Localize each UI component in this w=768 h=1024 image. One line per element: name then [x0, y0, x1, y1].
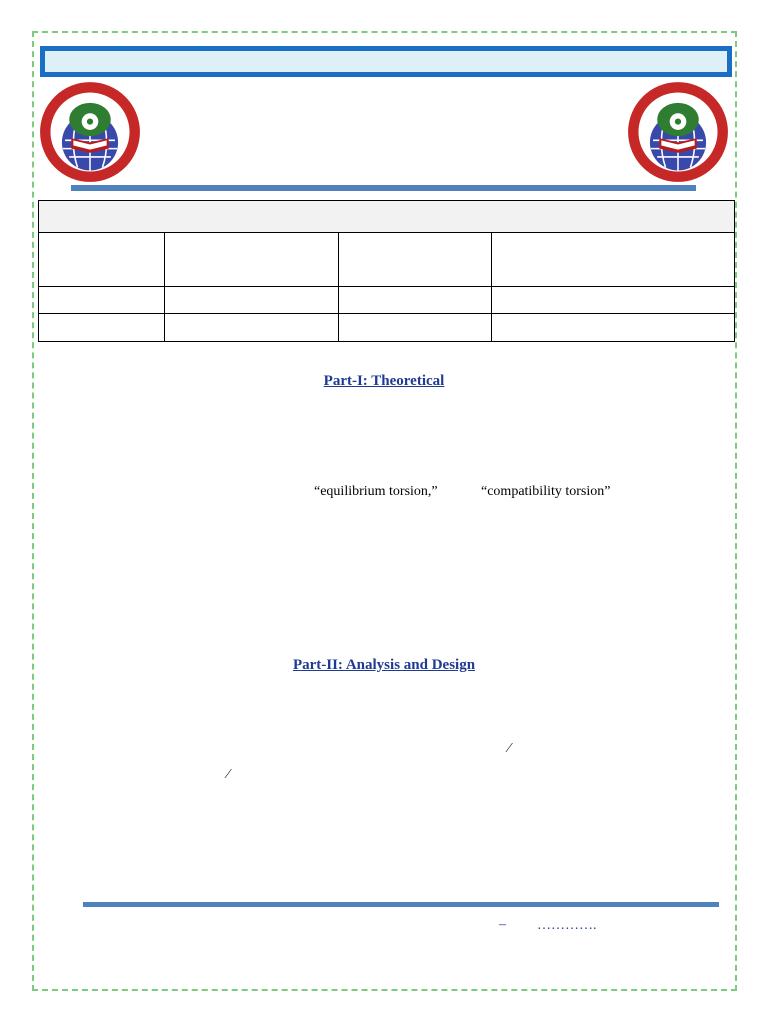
table-cell	[492, 287, 735, 314]
table-cell	[39, 233, 165, 287]
table-cell	[165, 287, 339, 314]
table-row	[39, 314, 735, 342]
compatibility-torsion-term: “compatibility torsion”	[481, 484, 611, 499]
table-row	[39, 233, 735, 287]
table-cell	[339, 314, 492, 342]
student-info-table	[38, 200, 735, 342]
table-cell	[39, 287, 165, 314]
header-rule	[71, 185, 696, 191]
table-cell	[339, 287, 492, 314]
footer-dash: –	[499, 917, 506, 932]
table-cell	[39, 314, 165, 342]
university-seal-icon	[626, 80, 730, 184]
title-banner	[40, 46, 732, 77]
part2-heading: Part-II: Analysis and Design	[292, 657, 476, 673]
table-cell	[165, 314, 339, 342]
fraction-slash: ⁄	[227, 767, 230, 782]
table-header-row	[39, 201, 735, 233]
table-cell	[339, 233, 492, 287]
footer-dots: ………….	[537, 918, 597, 933]
table-cell	[165, 233, 339, 287]
footer-rule	[83, 902, 719, 907]
part1-heading: Part-I: Theoretical	[323, 373, 445, 389]
equilibrium-torsion-term: “equilibrium torsion,”	[314, 484, 438, 499]
fraction-slash: ⁄	[508, 741, 511, 756]
table-cell	[492, 314, 735, 342]
university-seal-icon	[38, 80, 142, 184]
table-header-cell	[39, 201, 735, 233]
table-row	[39, 287, 735, 314]
table-cell	[492, 233, 735, 287]
